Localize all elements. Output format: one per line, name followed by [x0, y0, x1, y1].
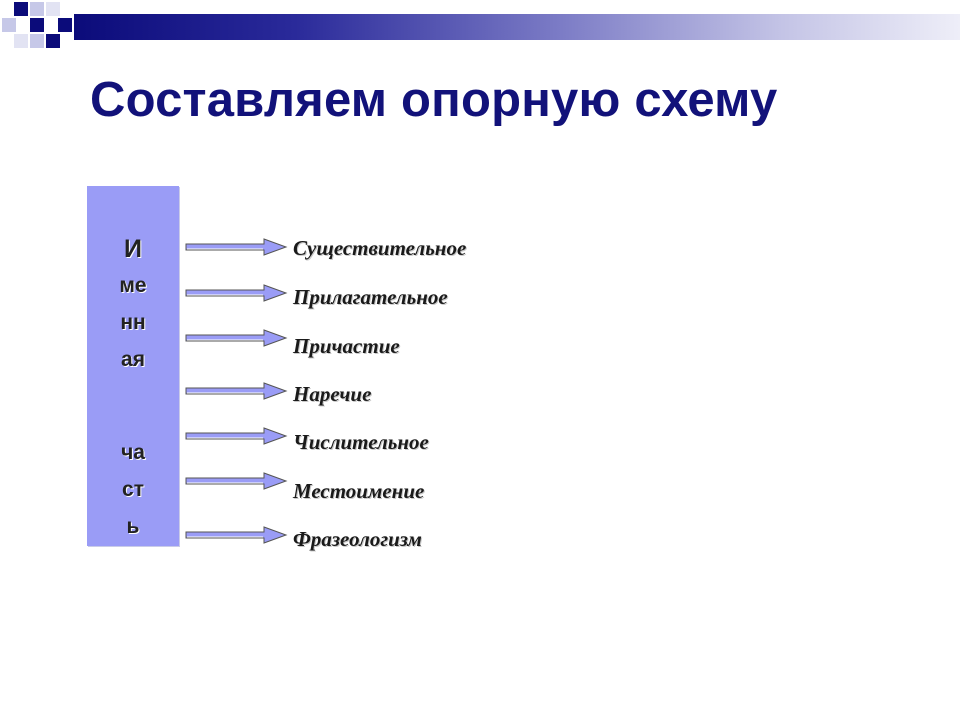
deco-square — [14, 2, 28, 16]
side-syllable: ча — [121, 441, 145, 464]
item-pronoun: Местоимение — [293, 479, 425, 503]
deco-square — [30, 18, 44, 32]
side-syllable: ме — [119, 274, 147, 297]
item-adjective: Прилагательное — [293, 285, 448, 309]
item-adverb: Наречие — [293, 382, 372, 406]
header-gradient-bar — [74, 14, 960, 40]
slide-title: Составляем опорную схему — [90, 73, 778, 127]
deco-square — [58, 18, 72, 32]
arrow-icon — [184, 380, 288, 402]
side-syllable: И — [124, 235, 142, 263]
item-noun: Существительное — [293, 236, 467, 260]
arrow-icon — [184, 470, 288, 492]
arrow-icon — [184, 327, 288, 349]
side-syllable: ая — [121, 348, 145, 371]
deco-square — [30, 2, 44, 16]
arrow-icon — [184, 524, 288, 546]
side-syllable: нн — [120, 311, 146, 334]
arrow-icon — [184, 236, 288, 258]
arrow-icon — [184, 425, 288, 447]
deco-square — [30, 34, 44, 48]
deco-square — [46, 2, 60, 16]
side-syllable: ь — [126, 515, 140, 538]
header-decoration — [0, 0, 960, 60]
deco-square — [14, 34, 28, 48]
item-numeral: Числительное — [293, 430, 429, 454]
side-syllable: ст — [122, 478, 144, 501]
deco-square — [2, 18, 16, 32]
arrow-icon — [184, 282, 288, 304]
deco-square — [46, 34, 60, 48]
item-phraseologism: Фразеологизм — [293, 527, 422, 551]
item-participle: Причастие — [293, 334, 400, 358]
